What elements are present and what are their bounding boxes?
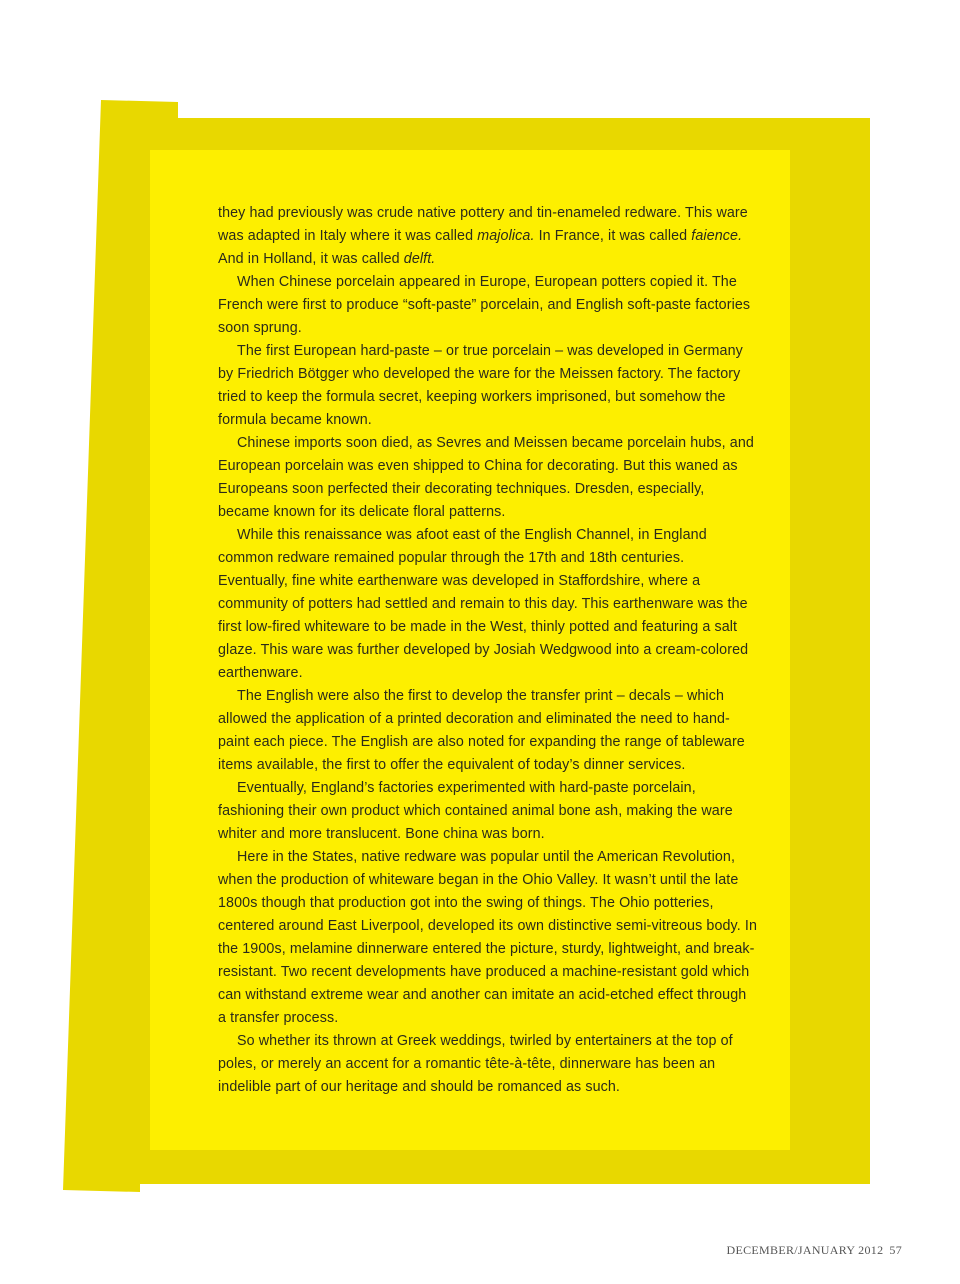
article-body	[218, 202, 758, 1099]
issue-date: DECEMBER/JANUARY 2012	[726, 1243, 884, 1257]
article-paragraph: When Chinese porcelain appeared in Europe, European potters copied it. The French were first to produce “soft-paste” porcelain, and English soft-paste factories soon sprung.	[218, 274, 751, 336]
article-paragraph: they had previously was crude native pottery and tin-enameled redware. This ware was adapted in Italy where it was called majolica. In France, it was called faience. And in Holland, it was called delft.	[218, 205, 748, 267]
page-number: 57	[889, 1243, 902, 1257]
article-paragraph: The first European hard-paste – or true porcelain – was developed in Germany by Friedrich Bötgger who developed the ware for the Meissen factory. The factory tried to keep the formula secret, keeping workers imprisoned, but somehow the formula became known.	[218, 343, 743, 428]
emphasis-faience: faience.	[691, 228, 743, 244]
article-paragraph: So whether its thrown at Greek weddings, twirled by entertainers at the top of poles, or merely an accent for a romantic tête-à-tête, dinnerware has been an indelible part of our heritage and should be romanced as such.	[218, 1033, 733, 1095]
article-paragraph: The English were also the first to develop the transfer print – decals – which allowed the application of a printed decoration and eliminated the need to hand-paint each piece. The English are also noted for expanding the range of tableware items available, the first to offer the equivalent of today’s dinner services.	[218, 688, 745, 773]
article-paragraph: Here in the States, native redware was popular until the American Revolution, when the production of whiteware began in the Ohio Valley. It wasn’t until the late 1800s though that production got into the swing of things. The Ohio potteries, centered around East Liverpool, developed its own distinctive semi-vitreous body. In the 1900s, melamine dinnerware entered the picture, sturdy, lightweight, and break-resistant. Two recent developments have produced a machine-resistant gold which can withstand extreme wear and another can imitate an acid-etched effect through a transfer process.	[218, 849, 757, 1026]
article-paragraph: While this renaissance was afoot east of the English Channel, in England common redware remained popular through the 17th and 18th centuries. Eventually, fine white earthenware was developed in Staffordshire, where a community of potters had settled and remain to this day. This earthenware was the first low-fired whiteware to be made in the West, thinly potted and featuring a salt glaze. This ware was further developed by Josiah Wedgwood into a cream-colored earthenware.	[218, 527, 749, 681]
page-footer	[727, 1243, 902, 1258]
emphasis-majolica: majolica.	[477, 228, 535, 244]
article-paragraph: Eventually, England’s factories experimented with hard-paste porcelain, fashioning their own product which contained animal bone ash, making the ware whiter and more translucent. Bone china was born.	[218, 780, 733, 842]
article-paragraph: Chinese imports soon died, as Sevres and Meissen became porcelain hubs, and European porcelain was even shipped to China for decorating. But this waned as Europeans soon perfected their decorating techniques. Dresden, especially, became known for its delicate floral patterns.	[218, 435, 754, 520]
emphasis-delft: delft.	[403, 251, 436, 267]
